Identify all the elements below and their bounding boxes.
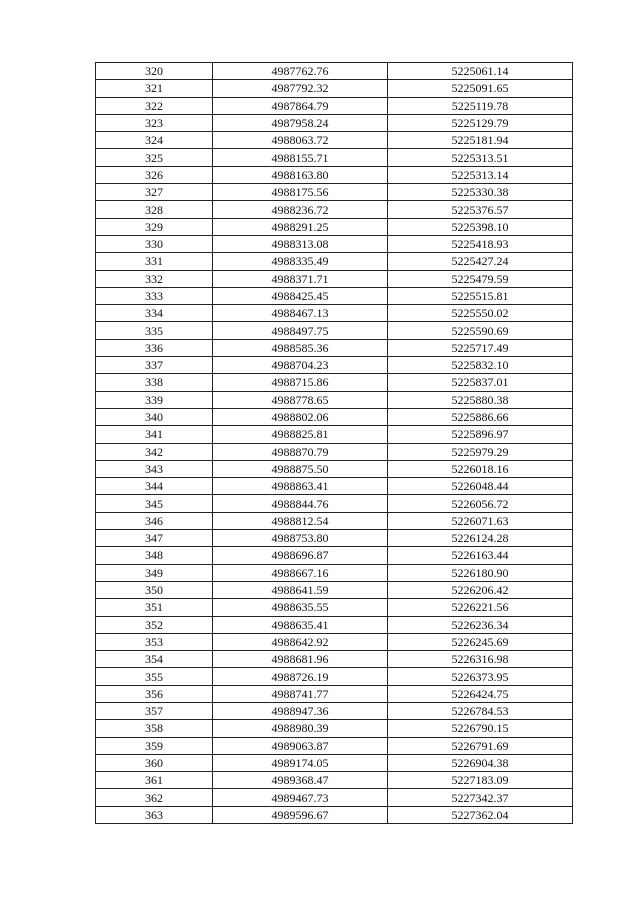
y-coordinate-cell: 5226784.53 (388, 702, 573, 719)
y-coordinate-cell: 5226373.95 (388, 668, 573, 685)
x-coordinate-cell: 4988825.81 (213, 426, 388, 443)
point-number-cell: 353 (96, 633, 213, 650)
y-coordinate-cell: 5225061.14 (388, 63, 573, 80)
table-row (96, 737, 573, 754)
table-row (96, 97, 573, 114)
y-coordinate-cell: 5226245.69 (388, 633, 573, 650)
table-row (96, 218, 573, 235)
point-number-cell: 330 (96, 235, 213, 252)
x-coordinate-cell: 4987762.76 (213, 63, 388, 80)
point-number-cell: 320 (96, 63, 213, 80)
table-row (96, 789, 573, 806)
y-coordinate-cell: 5225398.10 (388, 218, 573, 235)
point-number-cell: 335 (96, 322, 213, 339)
point-number-cell: 322 (96, 97, 213, 114)
point-number-cell: 359 (96, 737, 213, 754)
table-row (96, 270, 573, 287)
x-coordinate-cell: 4988371.71 (213, 270, 388, 287)
x-coordinate-cell: 4988696.87 (213, 547, 388, 564)
y-coordinate-cell: 5226163.44 (388, 547, 573, 564)
y-coordinate-cell: 5226904.38 (388, 754, 573, 771)
point-number-cell: 332 (96, 270, 213, 287)
x-coordinate-cell: 4989467.73 (213, 789, 388, 806)
point-number-cell: 362 (96, 789, 213, 806)
point-number-cell: 356 (96, 685, 213, 702)
table-row (96, 581, 573, 598)
x-coordinate-cell: 4988585.36 (213, 339, 388, 356)
x-coordinate-cell: 4988335.49 (213, 253, 388, 270)
table-row (96, 322, 573, 339)
y-coordinate-cell: 5226180.90 (388, 564, 573, 581)
y-coordinate-cell: 5225886.66 (388, 408, 573, 425)
coordinate-table (95, 62, 573, 824)
point-number-cell: 325 (96, 149, 213, 166)
y-coordinate-cell: 5226124.28 (388, 530, 573, 547)
table-row (96, 305, 573, 322)
y-coordinate-cell: 5225418.93 (388, 235, 573, 252)
x-coordinate-cell: 4988715.86 (213, 374, 388, 391)
x-coordinate-cell: 4989596.67 (213, 806, 388, 823)
point-number-cell: 331 (96, 253, 213, 270)
table-row (96, 564, 573, 581)
y-coordinate-cell: 5225832.10 (388, 357, 573, 374)
x-coordinate-cell: 4988425.45 (213, 287, 388, 304)
table-row (96, 772, 573, 789)
y-coordinate-cell: 5225590.69 (388, 322, 573, 339)
point-number-cell: 357 (96, 702, 213, 719)
y-coordinate-cell: 5225515.81 (388, 287, 573, 304)
x-coordinate-cell: 4988802.06 (213, 408, 388, 425)
point-number-cell: 340 (96, 408, 213, 425)
y-coordinate-cell: 5225181.94 (388, 132, 573, 149)
x-coordinate-cell: 4989174.05 (213, 754, 388, 771)
y-coordinate-cell: 5225896.97 (388, 426, 573, 443)
point-number-cell: 360 (96, 754, 213, 771)
x-coordinate-cell: 4988497.75 (213, 322, 388, 339)
table-row (96, 166, 573, 183)
y-coordinate-cell: 5227183.09 (388, 772, 573, 789)
y-coordinate-cell: 5225979.29 (388, 443, 573, 460)
y-coordinate-cell: 5225091.65 (388, 80, 573, 97)
x-coordinate-cell: 4988726.19 (213, 668, 388, 685)
x-coordinate-cell: 4988778.65 (213, 391, 388, 408)
x-coordinate-cell: 4988844.76 (213, 495, 388, 512)
x-coordinate-cell: 4988642.92 (213, 633, 388, 650)
point-number-cell: 329 (96, 218, 213, 235)
point-number-cell: 358 (96, 720, 213, 737)
x-coordinate-cell: 4988681.96 (213, 651, 388, 668)
y-coordinate-cell: 5225880.38 (388, 391, 573, 408)
table-row (96, 149, 573, 166)
y-coordinate-cell: 5225837.01 (388, 374, 573, 391)
y-coordinate-cell: 5225129.79 (388, 114, 573, 131)
point-number-cell: 363 (96, 806, 213, 823)
point-number-cell: 349 (96, 564, 213, 581)
table-row (96, 235, 573, 252)
point-number-cell: 355 (96, 668, 213, 685)
point-number-cell: 354 (96, 651, 213, 668)
x-coordinate-cell: 4987864.79 (213, 97, 388, 114)
x-coordinate-cell: 4988875.50 (213, 460, 388, 477)
point-number-cell: 327 (96, 184, 213, 201)
table-row (96, 651, 573, 668)
coordinate-table-body (96, 63, 573, 824)
point-number-cell: 326 (96, 166, 213, 183)
y-coordinate-cell: 5226790.15 (388, 720, 573, 737)
y-coordinate-cell: 5226424.75 (388, 685, 573, 702)
x-coordinate-cell: 4988291.25 (213, 218, 388, 235)
point-number-cell: 321 (96, 80, 213, 97)
y-coordinate-cell: 5225550.02 (388, 305, 573, 322)
table-row (96, 132, 573, 149)
y-coordinate-cell: 5225717.49 (388, 339, 573, 356)
table-row (96, 114, 573, 131)
x-coordinate-cell: 4989063.87 (213, 737, 388, 754)
table-row (96, 547, 573, 564)
table-row (96, 668, 573, 685)
table-row (96, 633, 573, 650)
table-row (96, 702, 573, 719)
point-number-cell: 328 (96, 201, 213, 218)
y-coordinate-cell: 5226206.42 (388, 581, 573, 598)
point-number-cell: 351 (96, 599, 213, 616)
point-number-cell: 324 (96, 132, 213, 149)
x-coordinate-cell: 4988812.54 (213, 512, 388, 529)
table-row (96, 443, 573, 460)
y-coordinate-cell: 5226018.16 (388, 460, 573, 477)
table-row (96, 530, 573, 547)
x-coordinate-cell: 4988313.08 (213, 235, 388, 252)
table-row (96, 512, 573, 529)
x-coordinate-cell: 4988870.79 (213, 443, 388, 460)
y-coordinate-cell: 5226221.56 (388, 599, 573, 616)
table-row (96, 184, 573, 201)
point-number-cell: 348 (96, 547, 213, 564)
x-coordinate-cell: 4987958.24 (213, 114, 388, 131)
x-coordinate-cell: 4988236.72 (213, 201, 388, 218)
table-row (96, 339, 573, 356)
x-coordinate-cell: 4988667.16 (213, 564, 388, 581)
y-coordinate-cell: 5226071.63 (388, 512, 573, 529)
table-row (96, 754, 573, 771)
y-coordinate-cell: 5226791.69 (388, 737, 573, 754)
x-coordinate-cell: 4987792.32 (213, 80, 388, 97)
table-row (96, 391, 573, 408)
x-coordinate-cell: 4988635.55 (213, 599, 388, 616)
x-coordinate-cell: 4988980.39 (213, 720, 388, 737)
point-number-cell: 343 (96, 460, 213, 477)
point-number-cell: 342 (96, 443, 213, 460)
y-coordinate-cell: 5226236.34 (388, 616, 573, 633)
point-number-cell: 344 (96, 478, 213, 495)
point-number-cell: 361 (96, 772, 213, 789)
point-number-cell: 347 (96, 530, 213, 547)
point-number-cell: 333 (96, 287, 213, 304)
table-row (96, 374, 573, 391)
point-number-cell: 339 (96, 391, 213, 408)
y-coordinate-cell: 5225376.57 (388, 201, 573, 218)
x-coordinate-cell: 4988175.56 (213, 184, 388, 201)
point-number-cell: 341 (96, 426, 213, 443)
y-coordinate-cell: 5226316.98 (388, 651, 573, 668)
x-coordinate-cell: 4988863.41 (213, 478, 388, 495)
table-row (96, 287, 573, 304)
x-coordinate-cell: 4988467.13 (213, 305, 388, 322)
y-coordinate-cell: 5225313.14 (388, 166, 573, 183)
x-coordinate-cell: 4988163.80 (213, 166, 388, 183)
x-coordinate-cell: 4988704.23 (213, 357, 388, 374)
x-coordinate-cell: 4988063.72 (213, 132, 388, 149)
table-row (96, 720, 573, 737)
table-row (96, 201, 573, 218)
y-coordinate-cell: 5225330.38 (388, 184, 573, 201)
y-coordinate-cell: 5225313.51 (388, 149, 573, 166)
y-coordinate-cell: 5227362.04 (388, 806, 573, 823)
y-coordinate-cell: 5227342.37 (388, 789, 573, 806)
x-coordinate-cell: 4989368.47 (213, 772, 388, 789)
point-number-cell: 346 (96, 512, 213, 529)
table-row (96, 495, 573, 512)
point-number-cell: 338 (96, 374, 213, 391)
table-row (96, 426, 573, 443)
x-coordinate-cell: 4988947.36 (213, 702, 388, 719)
point-number-cell: 352 (96, 616, 213, 633)
y-coordinate-cell: 5225479.59 (388, 270, 573, 287)
point-number-cell: 345 (96, 495, 213, 512)
point-number-cell: 334 (96, 305, 213, 322)
table-row (96, 408, 573, 425)
table-row (96, 478, 573, 495)
point-number-cell: 336 (96, 339, 213, 356)
x-coordinate-cell: 4988641.59 (213, 581, 388, 598)
table-row (96, 806, 573, 823)
table-row (96, 460, 573, 477)
table-row (96, 63, 573, 80)
x-coordinate-cell: 4988635.41 (213, 616, 388, 633)
point-number-cell: 337 (96, 357, 213, 374)
x-coordinate-cell: 4988753.80 (213, 530, 388, 547)
y-coordinate-cell: 5226056.72 (388, 495, 573, 512)
table-row (96, 685, 573, 702)
table-row (96, 80, 573, 97)
y-coordinate-cell: 5225427.24 (388, 253, 573, 270)
x-coordinate-cell: 4988155.71 (213, 149, 388, 166)
y-coordinate-cell: 5226048.44 (388, 478, 573, 495)
point-number-cell: 350 (96, 581, 213, 598)
table-row (96, 599, 573, 616)
x-coordinate-cell: 4988741.77 (213, 685, 388, 702)
point-number-cell: 323 (96, 114, 213, 131)
y-coordinate-cell: 5225119.78 (388, 97, 573, 114)
table-row (96, 357, 573, 374)
table-row (96, 253, 573, 270)
table-row (96, 616, 573, 633)
